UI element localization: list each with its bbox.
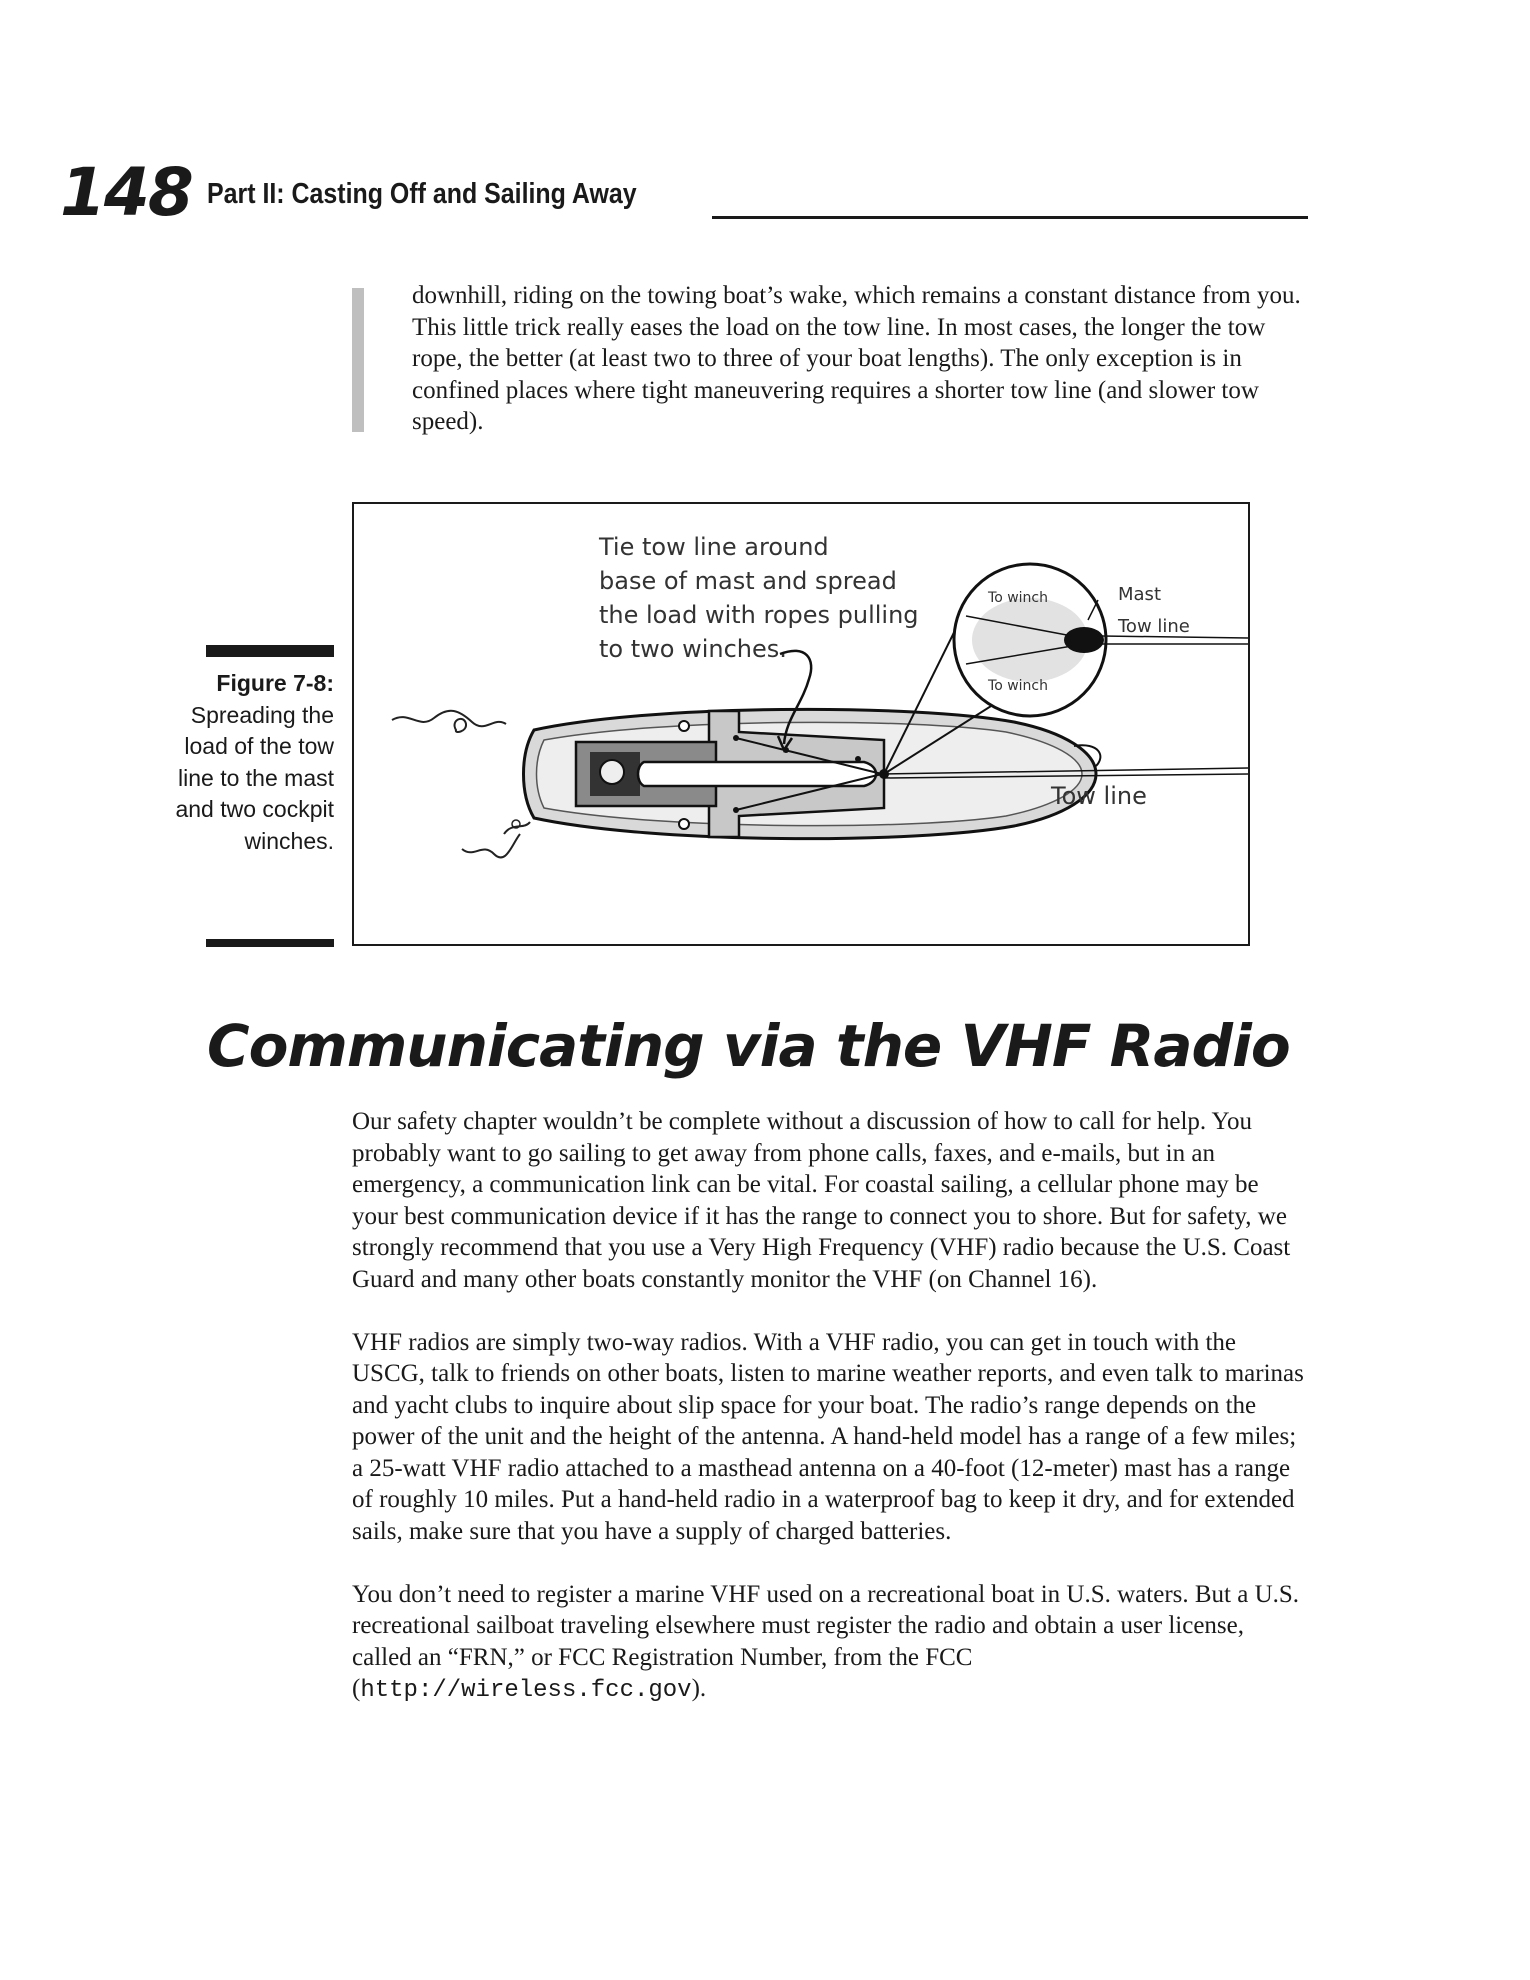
wake-curl <box>455 719 467 732</box>
section-heading: Communicating via the VHF Radio <box>207 1012 1290 1080</box>
inset-to-winch-top: To winch <box>988 590 1048 606</box>
inset-mast <box>1064 627 1104 653</box>
inset-to-winch-bottom: To winch <box>988 678 1048 694</box>
caption-bottom-bar <box>206 939 334 947</box>
continued-sidebar-bar <box>352 288 364 432</box>
note-line-2: base of mast and spread <box>599 567 897 595</box>
inset-tow-line-label: Tow line <box>1118 616 1190 637</box>
section-body <box>352 1106 1308 1738</box>
figure-label: Figure 7-8: <box>216 670 334 696</box>
paragraph-3-end: ). <box>691 1675 707 1702</box>
paragraph-3 <box>352 1579 1308 1707</box>
inset-mast-label: Mast <box>1118 584 1161 605</box>
winch-top <box>679 721 689 731</box>
boat-towing-diagram <box>354 504 1248 944</box>
running-head: Part II: Casting Off and Sailing Away <box>207 178 637 210</box>
figure-caption-text: Spreading the load of the tow line to the mast and two cockpit winches. <box>175 701 334 854</box>
paragraph-3-text: You don’t need to register a marine VHF used on a recreational boat in U.S. waters. But a U.S. recreational sailboat traveling elsewhere must register the radio and obtain a user license, called an “FRN,” or FCC Registration Number, from the FCC ( <box>352 1580 1300 1702</box>
wake-line-top <box>392 711 506 727</box>
header-rule <box>712 216 1308 219</box>
wake-line-bottom <box>462 834 520 857</box>
paragraph-1: Our safety chapter wouldn’t be complete without a discussion of how to call for help. You probably want to go sailing to get away from phone calls, faxes, and e-mails, but in an emergency, a communication link can be vital. For coastal sailing, a cellular phone may be your best communication device if it has the range to connect you to shore. But for safety, we strongly recommend that you use a Very High Frequency (VHF) radio because the U.S. Coast Guard and many other boats constantly monitor the VHF (on Channel 16). <box>352 1108 1291 1293</box>
caption-top-bar <box>206 645 334 657</box>
figure-caption <box>170 668 334 857</box>
fcc-url-link[interactable]: http://wireless.fcc.gov <box>360 1677 692 1704</box>
tow-line-label: Tow line <box>1051 782 1147 810</box>
continued-paragraph: downhill, riding on the towing boat’s wake, which remains a constant distance from you. This little trick really eases the load on the tow line. In most cases, the longer the tow rope, the better (at least two to three of your boat lengths). The only exception is in confined places where tight maneuvering requires a shorter tow line (and slower tow speed). <box>412 282 1301 435</box>
note-line-3: the load with ropes pulling <box>599 601 919 629</box>
note-line-1: Tie tow line around <box>599 533 829 561</box>
page-number: 148 <box>60 154 192 231</box>
winch-bottom <box>679 819 689 829</box>
note-line-4: to two winches. <box>599 635 787 663</box>
paragraph-2: VHF radios are simply two-way radios. With a VHF radio, you can get in touch with the USCG, talk to friends on other boats, listen to marine weather reports, and even talk to marinas and yacht clubs to inquire about slip space for your boat. The radio’s range depends on the power of the unit and the height of the antenna. A hand-held model has a range of a few miles; a 25-watt VHF radio attached to a masthead antenna on a 40-foot (12-meter) mast has a range of roughly 10 miles. Put a hand-held radio in a waterproof bag to keep it dry, and for extended sails, make sure that you have a supply of charged batteries. <box>352 1328 1304 1545</box>
boat-boom <box>638 762 876 786</box>
figure-illustration <box>352 502 1250 946</box>
